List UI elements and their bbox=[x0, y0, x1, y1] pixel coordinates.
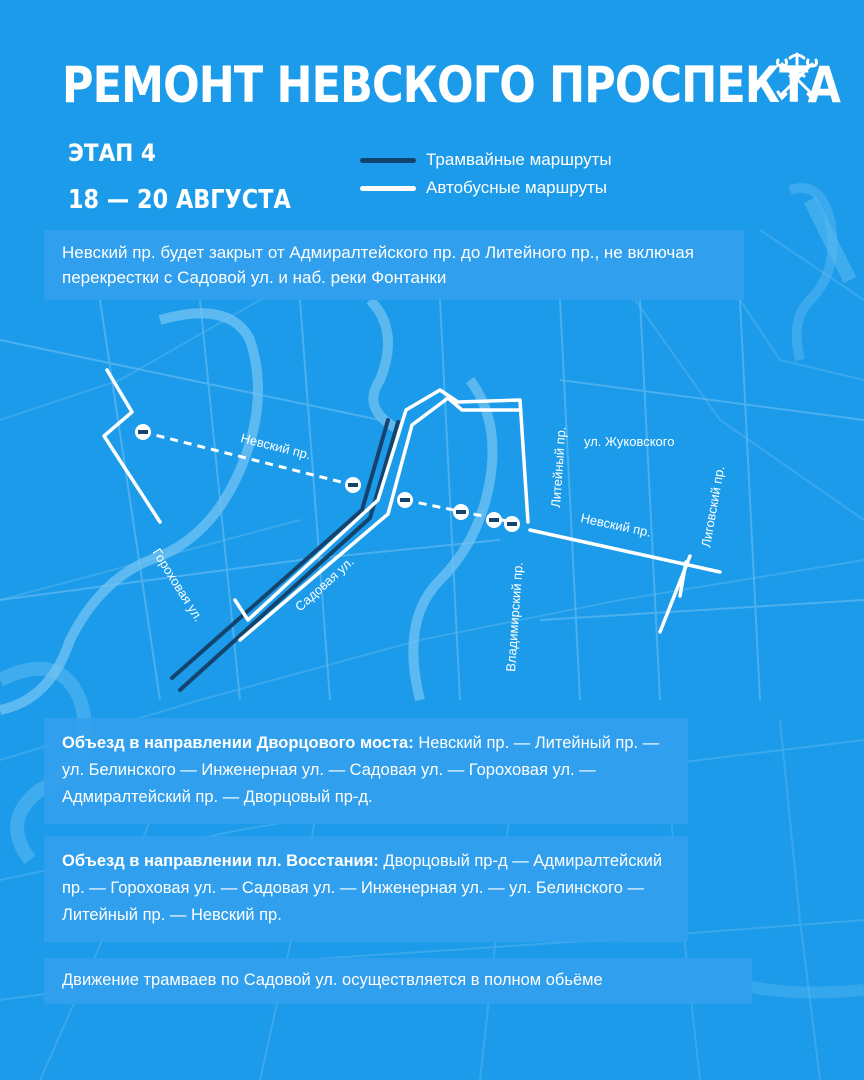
closure-marker bbox=[135, 424, 151, 440]
legend-tram-label: Трамвайные маршруты bbox=[426, 150, 612, 169]
closure-markers bbox=[135, 424, 520, 532]
page-title: РЕМОНТ НЕВСКОГО ПРОСПЕКТА bbox=[62, 56, 841, 114]
detour-vosstaniya bbox=[44, 836, 688, 942]
closure-notice: Невский пр. будет закрыт от Адмиралтейского пр. до Литейного пр., не включая перекрестки с Садовой ул. и наб. реки Фонтанки bbox=[44, 230, 744, 300]
tram-note: Движение трамваев по Садовой ул. осуществляется в полном обьёме bbox=[44, 958, 752, 1004]
closure-marker bbox=[486, 512, 502, 528]
stage-label: ЭТАП 4 bbox=[68, 139, 156, 167]
closure-marker bbox=[397, 492, 413, 508]
label-nevsky-east: Невский пр. bbox=[579, 510, 653, 540]
tram-line-swatch bbox=[360, 158, 416, 163]
label-nevsky-west: Невский пр. bbox=[239, 430, 313, 463]
detour-vosstaniya-route: Дворцовый пр-д — Адмиралтейский пр. — Гороховая ул. — Садовая ул. — Инженерная ул. — ул. Белинского — Литейный пр. — Невский пр. bbox=[62, 852, 663, 924]
label-gorokhovaya: Гороховая ул. bbox=[149, 545, 207, 625]
detour-dvortsovy-route: Невский пр. — Литейный пр. — ул. Белинского — Инженерная ул. — Садовая ул. — Гороховая ул. — Адмиралтейский пр. — Дворцовый пр-д. bbox=[62, 734, 660, 806]
route-map bbox=[0, 300, 864, 720]
bus-line-swatch bbox=[360, 186, 416, 191]
detour-dvortsovy-title: Объезд в направлении Дворцового моста: bbox=[62, 734, 414, 752]
legend-item-tram bbox=[360, 148, 700, 172]
legend-item-bus bbox=[360, 176, 700, 200]
closure-marker bbox=[453, 504, 469, 520]
legend bbox=[360, 146, 720, 206]
label-ligovsky: Лиговский пр. bbox=[698, 464, 728, 549]
label-zhukovskogo: ул. Жуковского bbox=[584, 434, 675, 449]
label-sadovaya: Садовая ул. bbox=[291, 553, 357, 615]
tram-route bbox=[172, 420, 398, 690]
label-liteyny: Литейный пр. bbox=[548, 425, 569, 509]
detour-vosstaniya-title: Объезд в направлении пл. Восстания: bbox=[62, 852, 379, 870]
dates-label: 18 — 20 АВГУСТА bbox=[68, 185, 291, 215]
detour-dvortsovy bbox=[44, 718, 688, 824]
legend-bus-label: Автобусные маршруты bbox=[426, 178, 608, 197]
closure-marker bbox=[504, 516, 520, 532]
label-vladimirsky: Владимирский пр. bbox=[503, 561, 526, 673]
closure-marker bbox=[345, 477, 361, 493]
spb-emblem-icon bbox=[772, 50, 822, 102]
